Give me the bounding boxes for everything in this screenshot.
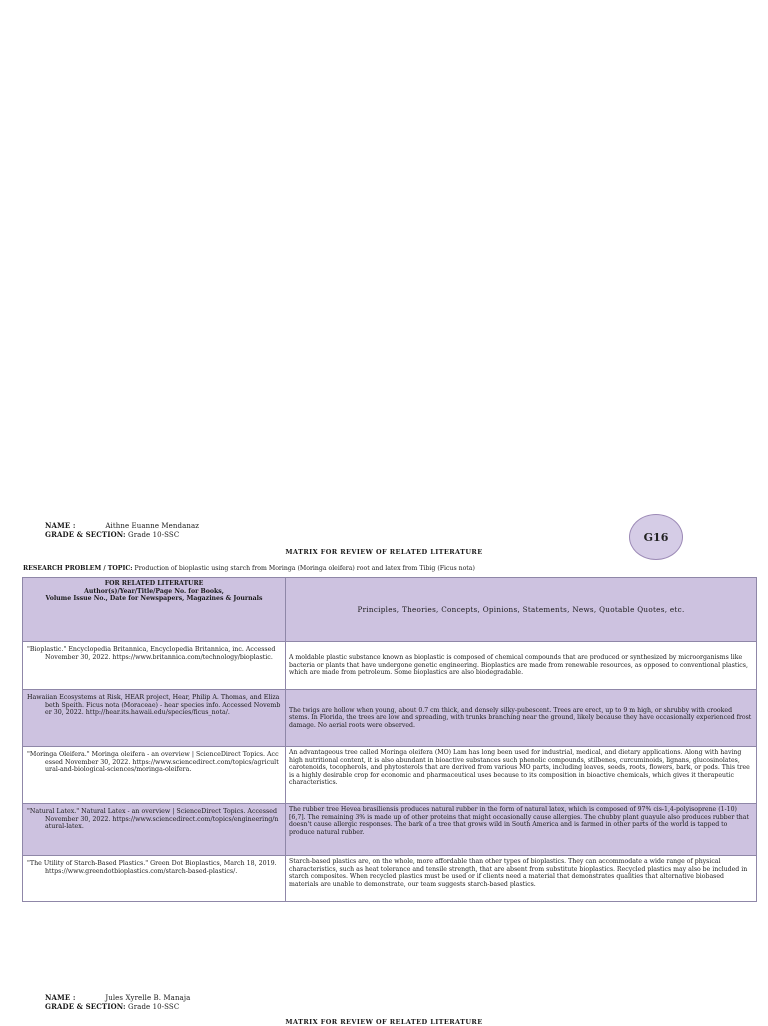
name-label: NAME : [45,521,76,530]
table-row [23,747,757,804]
summary-cell [286,804,757,856]
column-header-line: Author(s)/Year/Title/Page No. for Books, [84,587,224,595]
summary-text: The rubber tree Hevea brasiliensis produces natural rubber in the form of natural latex, which is composed of 97% cis-1,4-polyisoprene (1-10) [6,7]. The remaining 3% is made up of other proteins that might occasionally cause allergies. The chubby plant guayule also produces rubber that doesn't cause allergic responses. The bark of a tree that grows wild in South America and is farmed in other parts of the world is tapped to produce natural rubber. [289,806,749,836]
grade-section-line [45,530,179,540]
reference-text: "Bioplastic." Encyclopedia Britannica, Encyclopedia Britannica, inc. Accessed November 30, 2022. https://www.britannica.com/technology/bioplastic. [27,646,276,661]
grade-label: GRADE & SECTION: [45,530,126,539]
grade-section-line-2 [45,1002,179,1012]
summary-text: Starch-based plastics are, on the whole, more affordable than other types of bioplastics. They can accommodate a wide range of physical characteristics, such as heat tolerance and tensile strength, that are absent from substitute bioplastics. Recycled plastics may also be included in starch composites. When recycled plastics must be used or if clients need a material that demonstrates qualities that alternative biobased materials are unable to demonstrate, our team suggests starch-based plastics. [289,858,748,888]
summary-cell [286,690,757,747]
column-header-principles [286,578,757,642]
literature-matrix-table [22,577,757,902]
reference-text: "The Utility of Starch-Based Plastics." Green Dot Bioplastics, March 18, 2019. https://www.greendotbioplastics.com/starch-based-plastics/. [27,860,277,875]
table-row [23,804,757,856]
reference-cell [23,804,286,856]
reference-cell [23,690,286,747]
column-header-line: Volume Issue No., Date for Newspapers, Magazines & Journals [45,595,263,602]
topic-label: RESEARCH PROBLEM / TOPIC: [23,565,133,572]
table-row [23,690,757,747]
reference-cell [23,642,286,690]
reference-text: Hawaiian Ecosystems at Risk, HEAR project, Hear, Philip A. Thomas, and Elizabeth Speith. Ficus nota (Moraceae) - hear species info. Accessed November 30, 2022. http://hear.its.hawaii.edu/species/ficus_nota/. [27,694,281,717]
column-header-literature [23,578,286,642]
reference-text: "Natural Latex." Natural Latex - an overview | ScienceDirect Topics. Accessed November 30, 2022. https://www.sciencedirect.com/topics/engineering/natural-latex. [27,808,279,831]
table-row [23,642,757,690]
student-name: Jules Xyrelle B. Manaja [105,994,191,1002]
matrix-title: MATRIX FOR REVIEW OF RELATED LITERATURE [285,548,483,556]
summary-text: A moldable plastic substance known as bioplastic is composed of chemical compounds that are produced or synthesized by microorganisms like bacteria or plants that have undergone genetic engineering. Bioplastics are made from renewable resources, as opposed to conventional plastics, which are made from petroleum. Some bioplastics are also biodegradable. [289,654,748,677]
summary-cell [286,642,757,690]
student-name: Aithne Euanne Mendanaz [105,522,200,530]
matrix-title-2: MATRIX FOR REVIEW OF RELATED LITERATURE [285,1018,483,1026]
topic-text: Production of bioplastic using starch from Moringa (Moringa oleifera) root and latex from Tibig (Ficus nota) [134,565,475,572]
research-topic [23,565,475,572]
summary-cell [286,856,757,902]
column-header-line: FOR RELATED LITERATURE [104,580,204,587]
summary-text: An advantageous tree called Moringa oleifera (MO) Lam has long been used for industrial, medical, and dietary applications. Along with having high nutritional content, it is also abundant in bioactive substances such phenolic compounds, stilbenes, curcuminoids, lignans, glucosinolates, carotenoids, tocopherols, and phytosterols that are derived from various MO parts, including leaves, seeds, roots, flowers, bark, or pods. This tree is a highly desirable crop for economic and pharmaceutical uses because to its composition in bioactive chemicals, which gives it therapeutic characteristics. [289,749,750,786]
summary-cell [286,747,757,804]
grade-value: Grade 10-SSC [128,1003,180,1011]
grade-label: GRADE & SECTION: [45,1002,126,1011]
summary-text: The twigs are hollow when young, about 0.7 cm thick, and densely silky-pubescent. Trees are erect, up to 9 m high, or shrubby with crooked stems. In Florida, the trees are low and spreading, with trunks branching near the ground, likely because they have occasionally experienced frost damage. No aerial roots were observed. [289,706,752,729]
reference-cell [23,856,286,902]
reference-text: "Moringa Oleifera." Moringa oleifera - an overview | ScienceDirect Topics. Accessed November 30, 2022. https://www.sciencedirect.com/topics/agricultural-and-biological-sciences/moringa-oleifera. [27,751,279,774]
name-label: NAME : [45,993,76,1002]
table-header-row [23,578,757,642]
group-badge-label: G16 [643,530,669,544]
grade-value: Grade 10-SSC [128,531,180,539]
column-header-principles-text: Principles, Theories, Concepts, Opinions, Statements, News, Quotable Quotes, etc. [357,605,685,614]
reference-cell [23,747,286,804]
table-row [23,856,757,902]
